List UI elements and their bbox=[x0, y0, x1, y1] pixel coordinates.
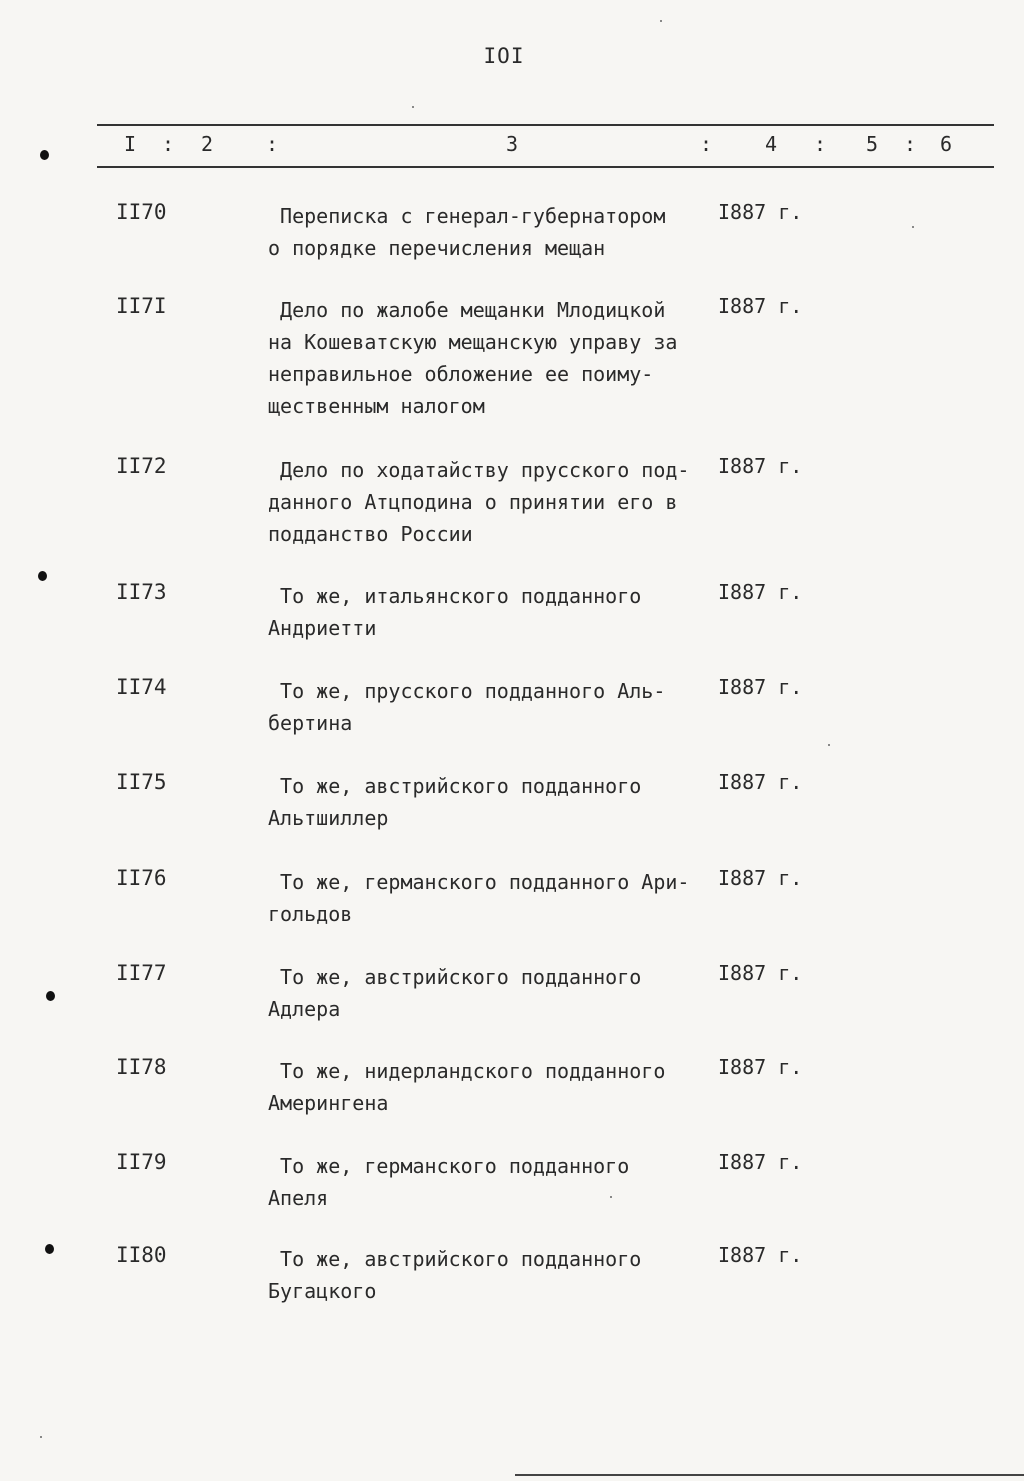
description-line: То же, нидерландского подданного bbox=[268, 1059, 666, 1083]
header-separator: : bbox=[904, 132, 917, 156]
description-line: о порядке перечисления мещан bbox=[268, 236, 606, 260]
description-line: гольдов bbox=[268, 902, 353, 926]
row-year: I887 г. bbox=[718, 454, 803, 478]
paper-speck bbox=[660, 20, 662, 22]
row-year: I887 г. bbox=[718, 675, 803, 699]
description-line: То же, австрийского подданного bbox=[268, 1247, 642, 1271]
table-top-rule bbox=[97, 124, 994, 126]
row-description bbox=[268, 961, 716, 1025]
description-line: щественным налогом bbox=[268, 394, 485, 418]
row-description bbox=[268, 294, 716, 422]
table-header-rule bbox=[97, 166, 994, 168]
row-year: I887 г. bbox=[718, 1055, 803, 1079]
bottom-edge-line bbox=[515, 1474, 1024, 1476]
header-col-6: 6 bbox=[940, 132, 953, 156]
description-line: неправильное обложение ее поиму- bbox=[268, 362, 654, 386]
description-line: То же, германского подданного Ари- bbox=[268, 870, 690, 894]
description-line: То же, итальянского подданного bbox=[268, 584, 642, 608]
description-line: бертина bbox=[268, 711, 353, 735]
row-year: I887 г. bbox=[718, 580, 803, 604]
row-description bbox=[268, 770, 716, 834]
row-year: I887 г. bbox=[718, 294, 803, 318]
header-separator: : bbox=[814, 132, 827, 156]
row-number: II73 bbox=[116, 580, 167, 604]
paper-speck bbox=[40, 1436, 42, 1438]
row-description bbox=[268, 866, 716, 930]
header-col-1: I bbox=[124, 132, 137, 156]
header-separator: : bbox=[162, 132, 175, 156]
header-col-2: 2 bbox=[201, 132, 214, 156]
description-line: Дело по ходатайству прусского под- bbox=[268, 458, 690, 482]
punch-hole-mark bbox=[40, 150, 49, 160]
description-line: на Кошеватскую мещанскую управу за bbox=[268, 330, 678, 354]
row-number: II75 bbox=[116, 770, 167, 794]
row-number: II79 bbox=[116, 1150, 167, 1174]
header-col-4: 4 bbox=[765, 132, 778, 156]
row-year: I887 г. bbox=[718, 961, 803, 985]
description-line: Амерингена bbox=[268, 1091, 389, 1115]
row-description bbox=[268, 1055, 716, 1119]
row-year: I887 г. bbox=[718, 866, 803, 890]
header-separator: : bbox=[266, 132, 279, 156]
paper-speck bbox=[412, 106, 414, 108]
paper-speck bbox=[610, 1196, 612, 1198]
header-col-3: 3 bbox=[506, 132, 519, 156]
description-line: Дело по жалобе мещанки Млодицкой bbox=[268, 298, 666, 322]
description-line: Переписка с генерал-губернатором bbox=[268, 204, 666, 228]
header-separator: : bbox=[700, 132, 713, 156]
table-header bbox=[0, 132, 1024, 160]
description-line: То же, германского подданного bbox=[268, 1154, 630, 1178]
description-line: То же, прусского подданного Аль- bbox=[268, 679, 666, 703]
description-line: Апеля bbox=[268, 1186, 329, 1210]
row-number: II70 bbox=[116, 200, 167, 224]
row-description bbox=[268, 675, 716, 739]
paper-speck bbox=[912, 226, 914, 228]
row-description bbox=[268, 200, 716, 264]
row-number: II72 bbox=[116, 454, 167, 478]
punch-hole-mark bbox=[46, 991, 55, 1001]
header-col-5: 5 bbox=[866, 132, 879, 156]
row-year: I887 г. bbox=[718, 1243, 803, 1267]
description-line: Бугацкого bbox=[268, 1279, 377, 1303]
punch-hole-mark bbox=[38, 571, 47, 581]
row-description bbox=[268, 454, 716, 550]
page-number: IOI bbox=[483, 44, 525, 68]
row-number: II74 bbox=[116, 675, 167, 699]
row-description bbox=[268, 1150, 716, 1214]
row-year: I887 г. bbox=[718, 1150, 803, 1174]
description-line: Альтшиллер bbox=[268, 806, 389, 830]
row-description bbox=[268, 580, 716, 644]
description-line: данного Атцподина о принятии его в bbox=[268, 490, 678, 514]
row-number: II76 bbox=[116, 866, 167, 890]
row-number: II80 bbox=[116, 1243, 167, 1267]
paper-speck bbox=[828, 744, 830, 746]
description-line: подданство России bbox=[268, 522, 473, 546]
description-line: Андриетти bbox=[268, 616, 377, 640]
row-number: II7I bbox=[116, 294, 167, 318]
row-description bbox=[268, 1243, 716, 1307]
row-year: I887 г. bbox=[718, 200, 803, 224]
row-number: II77 bbox=[116, 961, 167, 985]
punch-hole-mark bbox=[45, 1244, 54, 1254]
description-line: То же, австрийского подданного bbox=[268, 965, 642, 989]
row-number: II78 bbox=[116, 1055, 167, 1079]
row-year: I887 г. bbox=[718, 770, 803, 794]
description-line: Адлера bbox=[268, 997, 341, 1021]
description-line: То же, австрийского подданного bbox=[268, 774, 642, 798]
